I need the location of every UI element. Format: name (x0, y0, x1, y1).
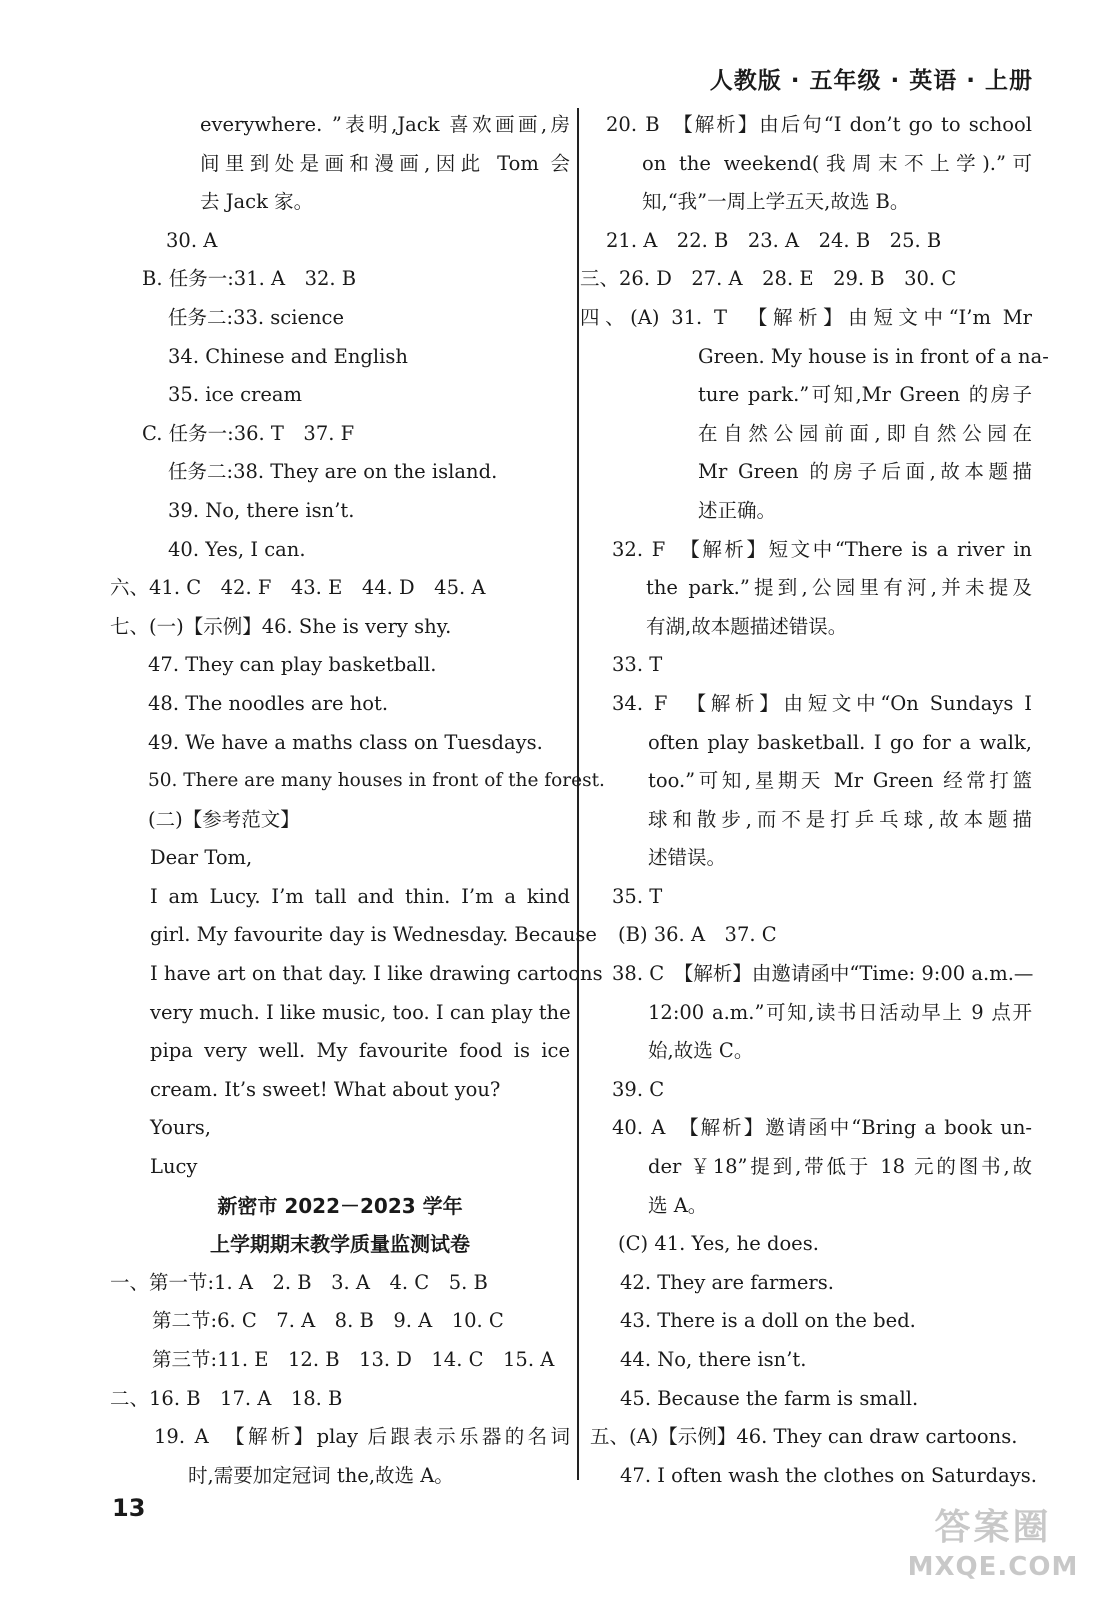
watermark-top: 答案圈 (934, 1507, 1052, 1548)
answer-line: 20. B 【解析】由后句“I don’t go to school (606, 113, 1032, 136)
answer-line: 有湖,故本题描述错误。 (646, 614, 848, 638)
answer-line: 49. We have a maths class on Tuesdays. (148, 730, 543, 754)
section-title: 新密市 2022－2023 学年 (217, 1193, 463, 1218)
answer-line: 五、(A)【示例】46. They can draw cartoons. (590, 1425, 1018, 1449)
answer-line: cream. It’s sweet! What about you? (150, 1077, 501, 1101)
answer-line: 35. ice cream (168, 383, 303, 407)
right-column (580, 106, 1049, 1495)
answer-line: 12:00 a.m.”可知,读书日活动早上 9 点开 (648, 1000, 1032, 1024)
answer-line: 50. There are many houses in front of the forest. (148, 770, 605, 792)
answer-line: Lucy (150, 1155, 198, 1179)
answer-line: 32. F 【解析】短文中“There is a river in (612, 537, 1032, 561)
answer-line: C. 任务一:36. T 37. F (142, 421, 355, 445)
answer-line: B. 任务一:31. A 32. B (142, 267, 357, 291)
answer-line: girl. My favourite day is Wednesday. Because (150, 923, 597, 947)
answer-line: 三、26. D 27. A 28. E 29. B 30. C (580, 267, 957, 291)
answer-line: (C) 41. Yes, he does. (618, 1232, 819, 1256)
answer-line: 二、16. B 17. A 18. B (110, 1386, 343, 1410)
answer-line: 21. A 22. B 23. A 24. B 25. B (606, 228, 942, 252)
answer-line: 44. No, there isn’t. (620, 1348, 807, 1371)
answer-line: 33. T (612, 653, 663, 677)
answer-line: 任务二:38. They are on the island. (168, 460, 498, 484)
answer-line: 19. A 【解析】play 后跟表示乐器的名词 (154, 1425, 570, 1449)
answer-line: 述错误。 (648, 846, 727, 870)
answer-line: 47. I often wash the clothes on Saturdays. (620, 1463, 1037, 1487)
answer-line: 39. C (612, 1077, 665, 1101)
answer-line: Mr Green 的房子后面,故本题描 (698, 460, 1032, 484)
answer-line: (二)【参考范文】 (148, 807, 300, 831)
answer-line: (B) 36. A 37. C (618, 923, 777, 947)
answer-line: 35. T (612, 884, 663, 908)
answer-line: 39. No, there isn’t. (168, 498, 355, 522)
answer-line: 第三节:11. E 12. B 13. D 14. C 15. A (152, 1348, 555, 1371)
answer-line: 选 A。 (648, 1193, 708, 1217)
answer-line: I have art on that day. I like drawing cartoons (150, 962, 603, 986)
watermark-bottom: MXQE.COM (907, 1552, 1079, 1582)
answer-line: very much. I like music, too. I can play the (150, 1000, 571, 1024)
answer-line: 述正确。 (698, 498, 777, 522)
answer-line: everywhere. ”表明,Jack 喜欢画画,房 (200, 113, 570, 136)
answer-line: 30. A (166, 228, 218, 252)
answer-line: 去 Jack 家。 (200, 190, 314, 214)
answer-line: 知,“我”一周上学五天,故选 B。 (642, 190, 910, 214)
left-column (110, 106, 605, 1495)
answer-line: 34. F 【解析】由短文中“On Sundays I (612, 691, 1032, 715)
answer-line: 始,故选 C。 (648, 1039, 754, 1063)
answer-line: Yours, (150, 1116, 212, 1140)
answer-line: 45. Because the farm is small. (620, 1386, 919, 1410)
answer-line: 38. C 【解析】由邀请函中“Time: 9:00 a.m.— (612, 962, 1034, 986)
answer-line: 时,需要加定冠词 the,故选 A。 (188, 1463, 454, 1487)
answer-line: 一、第一节:1. A 2. B 3. A 4. C 5. B (110, 1270, 488, 1294)
answer-line: 间里到处是画和漫画,因此 Tom 会 (200, 151, 570, 175)
answer-line: 球和散步,而不是打乒乓球,故本题描 (648, 807, 1032, 831)
answer-line: 任务二:33. science (168, 305, 345, 329)
answer-line: often play basketball. I go for a walk, (648, 730, 1032, 754)
answer-line: 42. They are farmers. (620, 1270, 834, 1294)
answer-line: 40. Yes, I can. (168, 537, 306, 561)
answer-line: on the weekend(我周末不上学).”可 (642, 151, 1032, 175)
answer-line: der ￥18”提到,带低于 18 元的图书,故 (648, 1155, 1032, 1179)
answer-line: 48. The noodles are hot. (148, 691, 389, 715)
answer-line: Green. My house is in front of a na- (698, 344, 1049, 368)
answer-line: ture park.”可知,Mr Green 的房子 (698, 383, 1032, 407)
answer-line: pipa very well. My favourite food is ice (150, 1039, 570, 1063)
answer-line: 在自然公园前面,即自然公园在 (698, 421, 1032, 445)
answer-line: Dear Tom, (150, 846, 253, 870)
watermark-logo (893, 1506, 1093, 1592)
answer-line: 47. They can play basketball. (148, 653, 437, 677)
answer-line: 六、41. C 42. F 43. E 44. D 45. A (110, 576, 486, 600)
answer-line: I am Lucy. I’m tall and thin. I’m a kind (150, 884, 570, 908)
page-header: 人教版 · 五年级 · 英语 · 上册 (709, 68, 1033, 94)
answer-line: 34. Chinese and English (168, 344, 408, 368)
answer-line: 43. There is a doll on the bed. (620, 1309, 916, 1333)
answer-line: too.”可知,星期天 Mr Green 经常打篮 (648, 769, 1032, 793)
page-number: 13 (112, 1494, 146, 1522)
answer-line: 第二节:6. C 7. A 8. B 9. A 10. C (152, 1309, 504, 1333)
section-subtitle: 上学期期末教学质量监测试卷 (210, 1232, 470, 1257)
answer-line: 七、(一)【示例】46. She is very shy. (110, 614, 452, 638)
answer-line: 四、(A) 31. T 【解析】由短文中“I’m Mr (580, 305, 1032, 329)
answer-line: 40. A 【解析】邀请函中“Bring a book un- (612, 1116, 1032, 1140)
answer-line: the park.”提到,公园里有河,并未提及 (646, 576, 1032, 600)
